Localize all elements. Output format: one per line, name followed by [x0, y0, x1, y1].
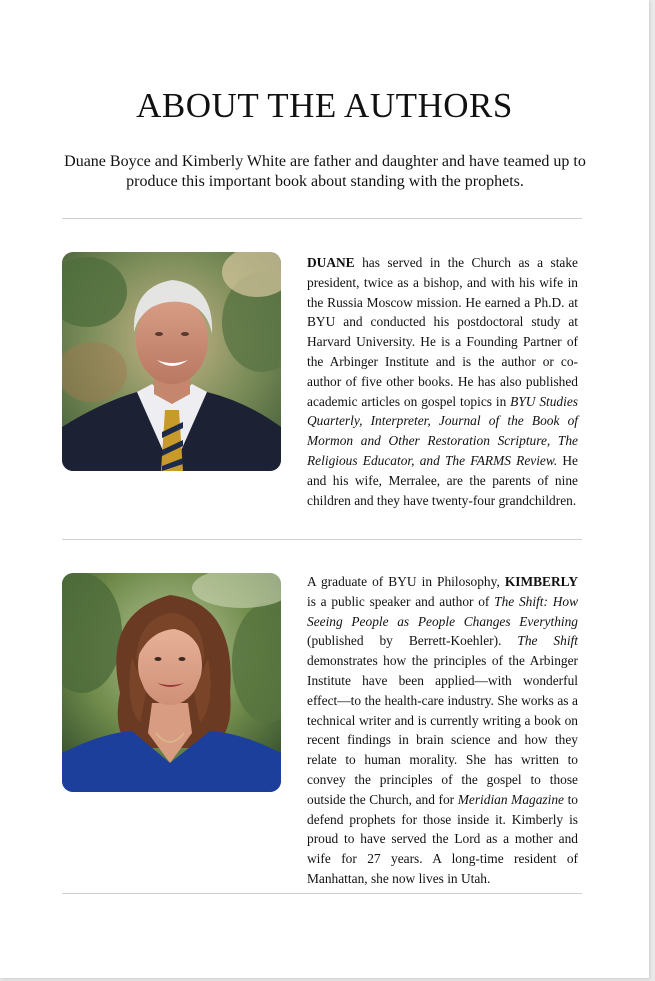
intro-paragraph: Duane Boyce and Kimberly White are father and daughter and have teamed up to produce this important book about standing with the prophets. — [64, 153, 586, 190]
book-title: The Shift: How Seeing People as People Changes Everything — [307, 593, 578, 629]
book-title-short: The Shift — [517, 633, 578, 649]
kimberly-bio: A graduate of BYU in Philosophy, KIMBERLY is a public speaker and author of The Shift: How Seeing People as People Changes Everything (published by Berrett-Koehler). The Shift demonstrates how the principles of the Arbinger Institute have been applied—with wonderful effect—to the health-care industry. She works as a technical writer and is currently writing a book on recent findings in brain science and how they relate to human morality. She has written to convey the principles of the gospel to those outside the Church, and for Meridian Magazine to defend prophets for those inside it. Kimberly is proud to have served the Lord as a mother and wife for 27 years. A long-time resident of Manhattan, she now lives in Utah. — [307, 574, 578, 886]
divider-top — [62, 218, 582, 219]
kimberly-portrait — [62, 573, 281, 792]
journal-list: BYU Studies Quarterly, Interpreter, Journal of the Book of Mormon and Other Restoration Scripture, The Religious Educator, and The FARMS Review. — [307, 393, 578, 468]
divider-middle — [62, 539, 582, 540]
duane-name: DUANE — [307, 255, 355, 270]
kimberly-name: KIMBERLY — [504, 574, 578, 589]
divider-bottom — [62, 893, 582, 894]
page-title: ABOUT THE AUTHORS — [136, 86, 513, 125]
duane-bio: DUANE has served in the Church as a stake president, twice as a bishop, and with his wife in the Russia Moscow mission. He earned a Ph.D. at BYU and conducted his postdoctoral study at Harvard University. He is a Founding Partner of the Arbinger Institute and is the author or co-author of five other books. He has also published academic articles on gospel topics in BYU Studies Quarterly, Interpreter, Journal of the Book of Mormon and Other Restoration Scripture, The Religious Educator, and The FARMS Review. He and his wife, Merralee, are the parents of nine children and they have twenty-four grandchildren. — [307, 255, 578, 508]
duane-portrait — [62, 252, 281, 471]
magazine-title: Meridian Magazine — [457, 791, 564, 807]
